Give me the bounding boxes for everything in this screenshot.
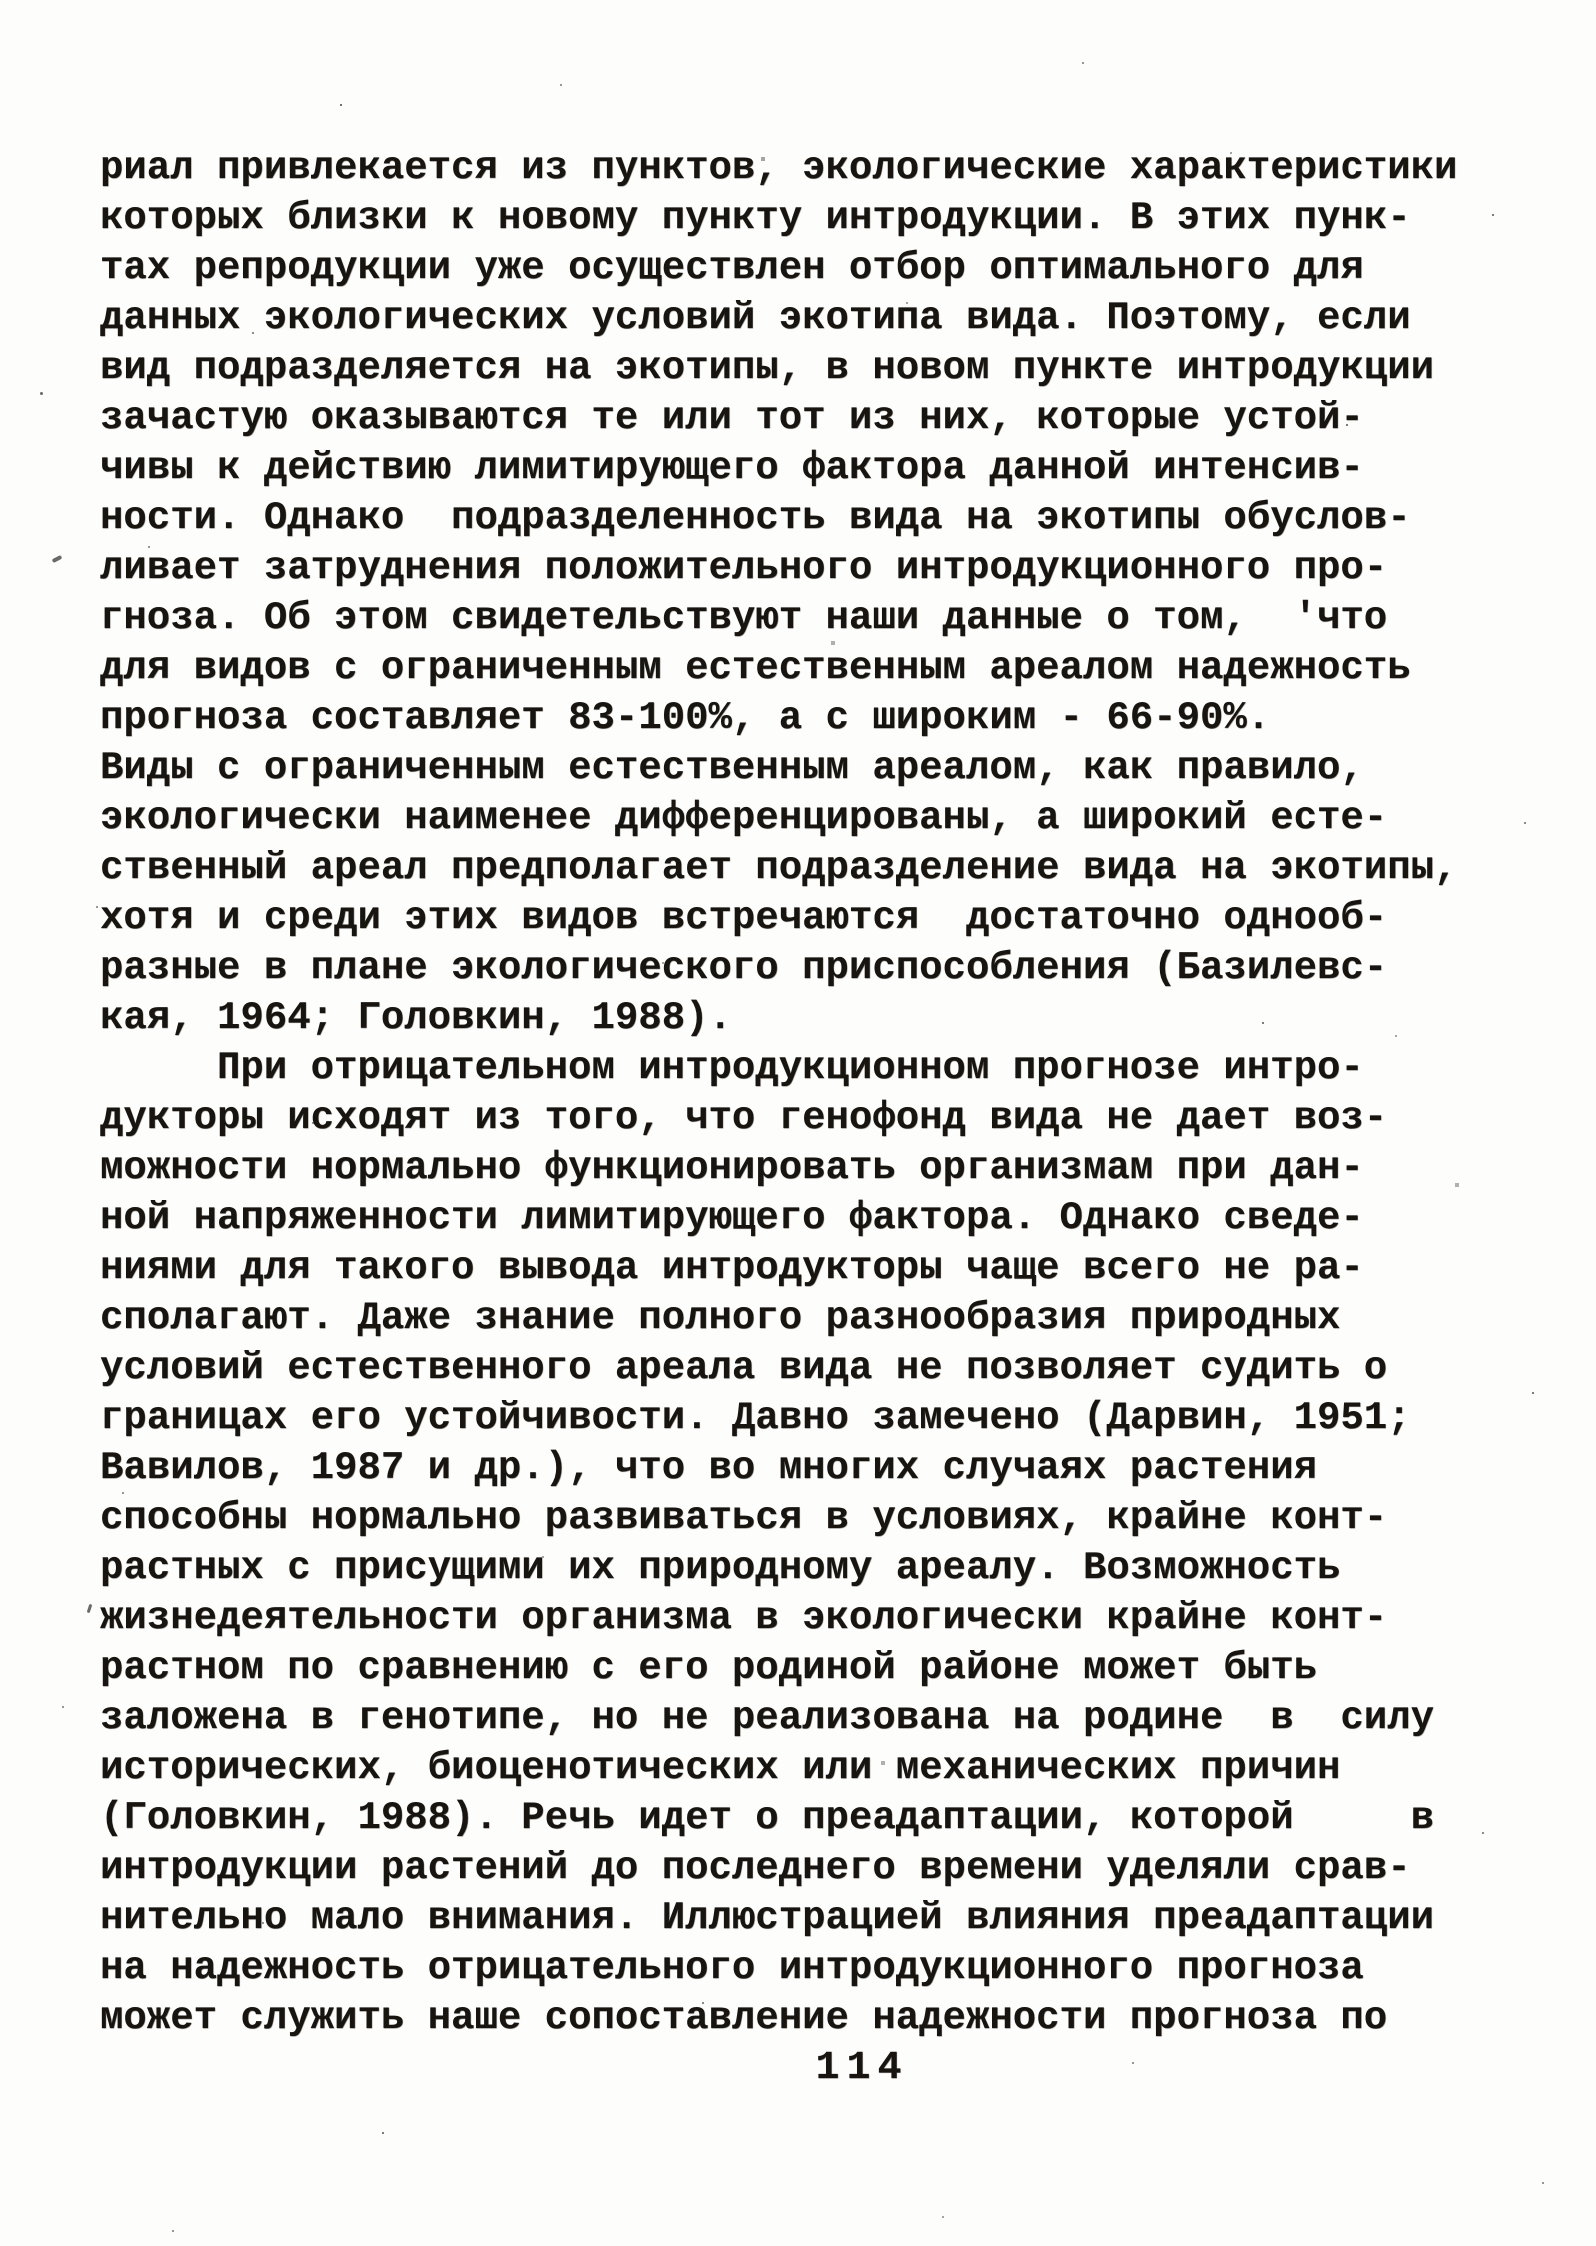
- text-line: экологически наименее дифференцированы, а широкий есте-: [100, 796, 1388, 840]
- text-line: При отрицательном интродукционном прогнозе интро-: [217, 1046, 1364, 1090]
- text-line: заложена в генотипе, но не реализована на родине в силу: [100, 1696, 1435, 1740]
- text-line: Виды с ограниченным естественным ареалом, как правило,: [100, 746, 1364, 790]
- text-line: кая, 1964; Головкин, 1988).: [100, 996, 732, 1040]
- text-line: риал привлекается из пунктов, экологические характеристики: [100, 146, 1458, 190]
- text-line: разные в плане экологического приспособления (Базилевс-: [100, 946, 1388, 990]
- text-line: прогноза составляет 83-100%, а с широким - 66-90%.: [100, 696, 1271, 740]
- text-line: ной напряженности лимитирующего фактора. Однако сведе-: [100, 1196, 1364, 1240]
- text-line: исторических, биоценотических или механических причин: [100, 1746, 1341, 1790]
- text-line: вид подразделяется на экотипы, в новом пункте интродукции: [100, 346, 1435, 390]
- text-line: сполагают. Даже знание полного разнообразия природных: [100, 1296, 1341, 1340]
- text-line: растном по сравнению с его родиной районе может быть: [100, 1646, 1317, 1690]
- text-line: может служить наше сопоставление надежности прогноза по: [100, 1996, 1388, 2040]
- scan-artifact: [87, 1604, 93, 1613]
- text-line: Вавилов, 1987 и др.), что во многих случаях растения: [100, 1446, 1317, 1490]
- text-line: гноза. Об этом свидетельствуют наши данные о том, 'что: [100, 596, 1388, 640]
- text-line: можности нормально функционировать организмам при дан-: [100, 1146, 1364, 1190]
- text-line: тах репродукции уже осуществлен отбор оптимального для: [100, 246, 1364, 290]
- scan-artifact: [52, 555, 63, 563]
- text-line: (Головкин, 1988). Речь идет о преадаптации, которой в: [100, 1796, 1435, 1840]
- text-line: ности. Однако подразделенность вида на экотипы обуслов-: [100, 496, 1411, 540]
- text-line: нительно мало внимания. Иллюстрацией влияния преадаптации: [100, 1896, 1435, 1940]
- text-line: зачастую оказываются те или тот из них, которые устой-: [100, 396, 1364, 440]
- text-line: хотя и среди этих видов встречаются достаточно однооб-: [100, 896, 1388, 940]
- text-line: которых близки к новому пункту интродукции. В этих пунк-: [100, 196, 1411, 240]
- text-line: ниями для такого вывода интродукторы чаще всего не ра-: [100, 1246, 1364, 1290]
- text-line: условий естественного ареала вида не позволяет судить о: [100, 1346, 1388, 1390]
- text-line: способны нормально развиваться в условиях, крайне конт-: [100, 1496, 1388, 1540]
- page-body-text: [100, 143, 1540, 2043]
- scan-artifact: [40, 392, 43, 395]
- text-line: для видов с ограниченным естественным ареалом надежность: [100, 646, 1411, 690]
- text-line: ственный ареал предполагает подразделение вида на экотипы,: [100, 846, 1458, 890]
- text-line: дукторы исходят из того, что генофонд вида не дает воз-: [100, 1096, 1388, 1140]
- text-line: интродукции растений до последнего времени уделяли срав-: [100, 1846, 1411, 1890]
- text-line: жизнедеятельности организма в экологически крайне конт-: [100, 1596, 1388, 1640]
- text-line: на надежность отрицательного интродукционного прогноза: [100, 1946, 1364, 1990]
- paragraph-1: [100, 143, 1540, 1043]
- page-number: 114: [815, 2046, 909, 2091]
- text-line: границах его устойчивости. Давно замечено (Дарвин, 1951;: [100, 1396, 1411, 1440]
- text-line: растных с присущими их природному ареалу. Возможность: [100, 1546, 1341, 1590]
- text-line: данных экологических условий экотипа вида. Поэтому, если: [100, 296, 1411, 340]
- paragraph-2: [100, 1043, 1540, 2043]
- text-line: ливает затруднения положительного интродукционного про-: [100, 546, 1388, 590]
- text-line: чивы к действию лимитирующего фактора данной интенсив-: [100, 446, 1364, 490]
